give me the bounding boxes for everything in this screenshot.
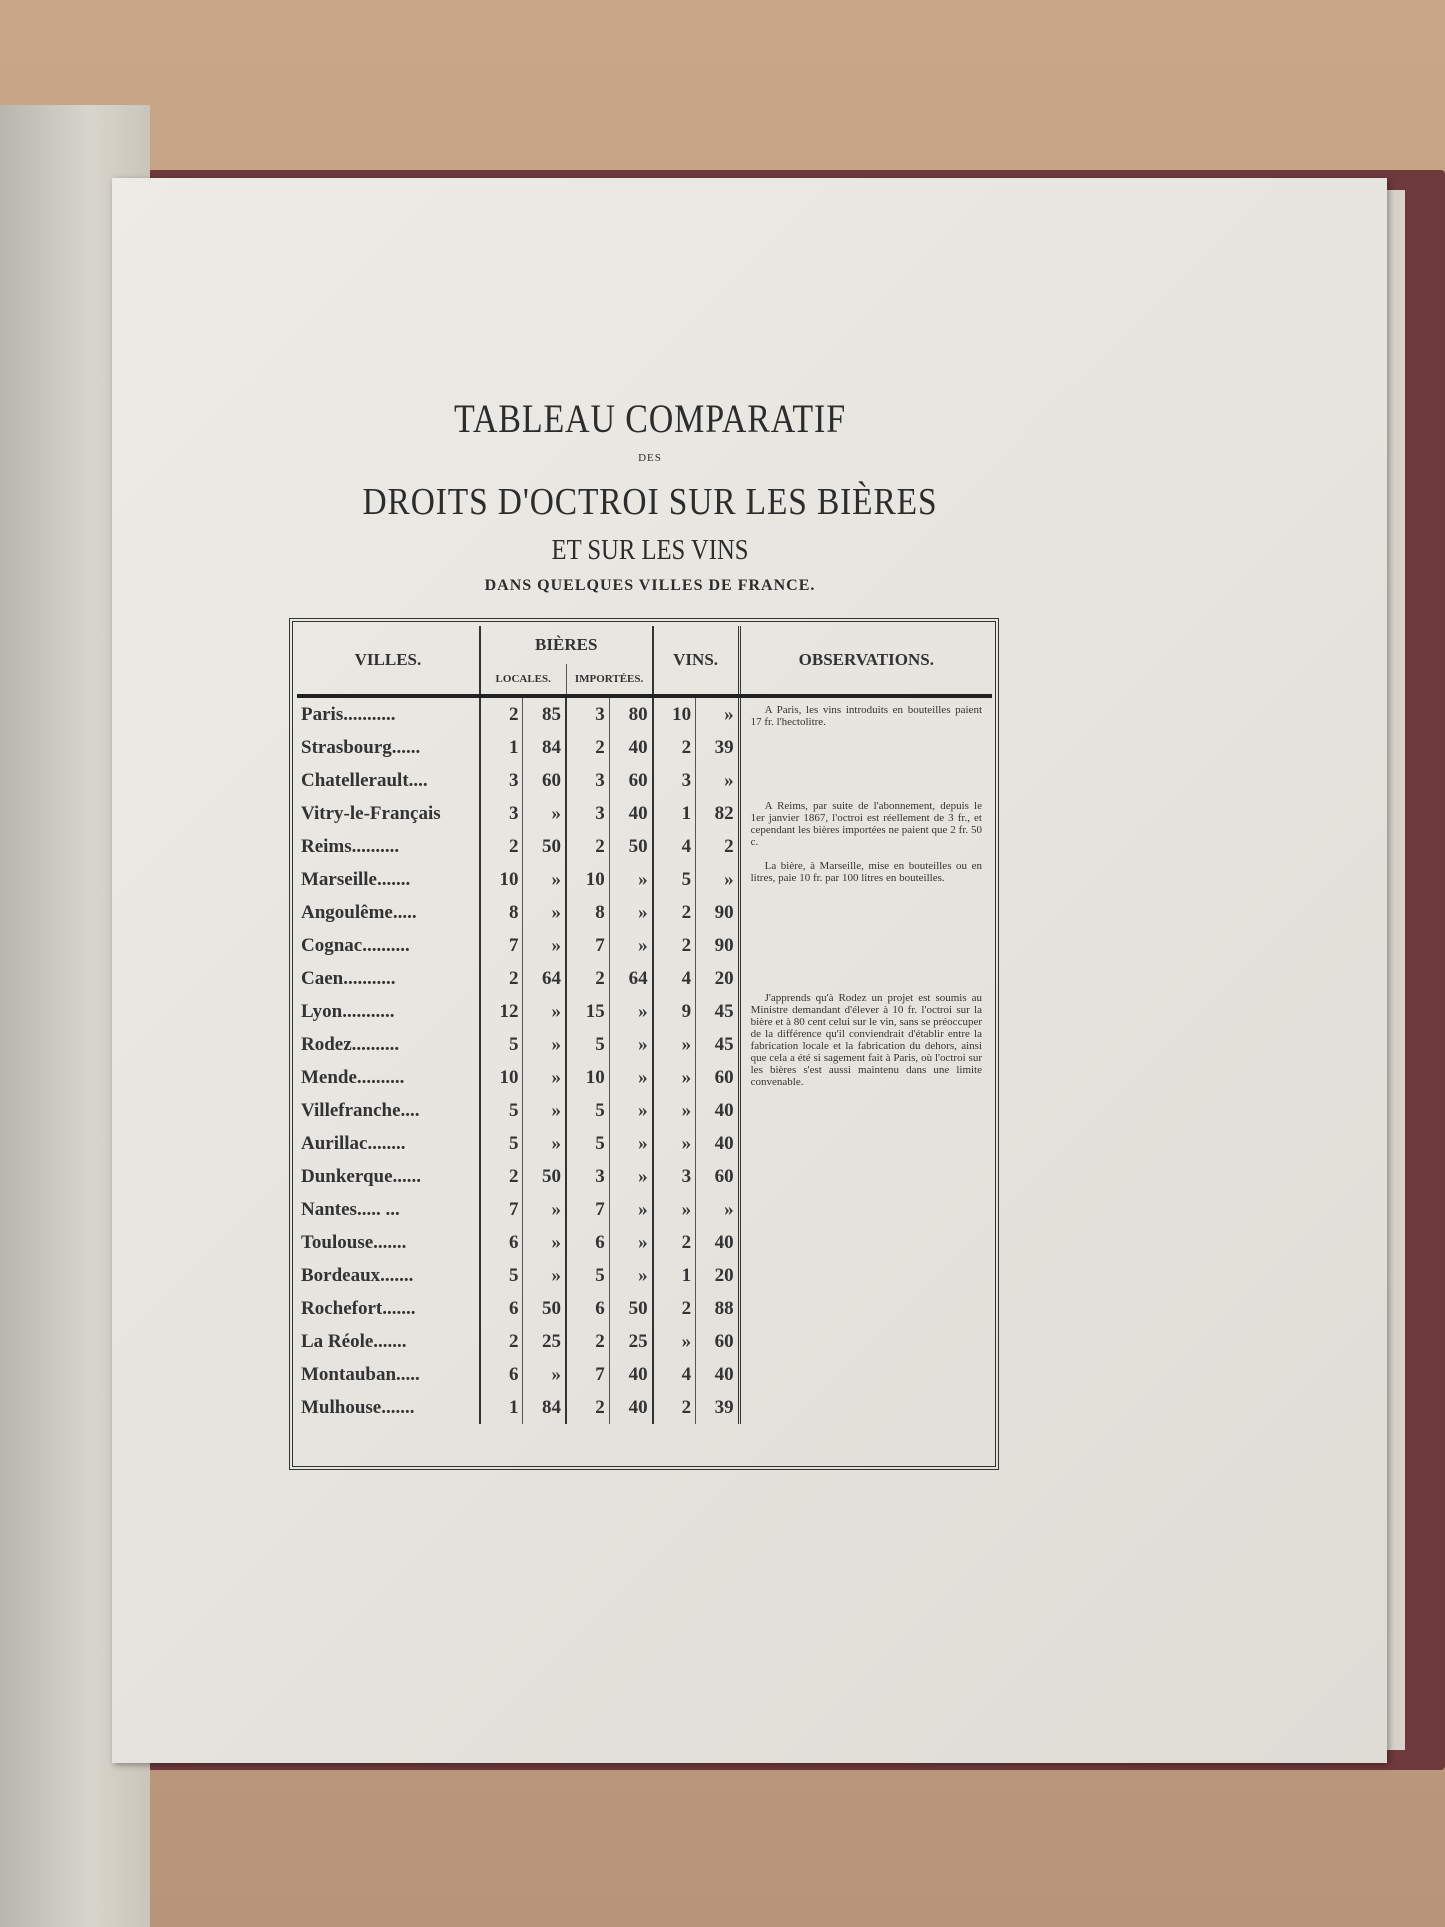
vins-francs: 2 [653, 1226, 696, 1259]
importees-francs: 6 [566, 1226, 609, 1259]
vins-francs: » [653, 1325, 696, 1358]
city-name: Angoulême..... [301, 901, 417, 923]
city-name: Marseille....... [301, 868, 411, 890]
observations-cell [739, 696, 992, 1424]
city-name: Strasbourg...... [301, 736, 421, 758]
locales-centimes: » [523, 1193, 566, 1226]
locales-francs: 2 [480, 696, 523, 731]
locales-francs: 7 [480, 929, 523, 962]
vins-francs: » [653, 1094, 696, 1127]
vins-francs: 9 [653, 995, 696, 1028]
importees-centimes: 40 [609, 731, 652, 764]
vins-francs: » [653, 1193, 696, 1226]
vins-centimes: 45 [696, 995, 740, 1028]
header-bieres: BIÈRES [480, 626, 653, 664]
importees-francs: 5 [566, 1127, 609, 1160]
vins-centimes: 60 [696, 1061, 740, 1094]
vins-centimes: 20 [696, 962, 740, 995]
title-line-3: DROITS D'OCTROI SUR LES BIÈRES [362, 481, 938, 523]
importees-centimes: » [609, 896, 652, 929]
vins-centimes: 60 [696, 1160, 740, 1193]
octroi-table [297, 626, 992, 1424]
locales-centimes: » [523, 929, 566, 962]
vins-francs: 10 [653, 696, 696, 731]
importees-francs: 2 [566, 731, 609, 764]
importees-centimes: 40 [609, 1391, 652, 1424]
vins-centimes: 60 [696, 1325, 740, 1358]
importees-centimes: 40 [609, 1358, 652, 1391]
locales-centimes: » [523, 1061, 566, 1094]
city-name: Chatellerault.... [301, 769, 428, 791]
importees-centimes: » [609, 1094, 652, 1127]
vins-centimes: 40 [696, 1226, 740, 1259]
vins-francs: » [653, 1061, 696, 1094]
vins-francs: 2 [653, 1292, 696, 1325]
city-name: Mende.......... [301, 1066, 405, 1088]
locales-centimes: 64 [523, 962, 566, 995]
locales-francs: 2 [480, 1160, 523, 1193]
importees-francs: 2 [566, 1391, 609, 1424]
locales-francs: 6 [480, 1292, 523, 1325]
importees-francs: 3 [566, 1160, 609, 1193]
vins-francs: 2 [653, 896, 696, 929]
locales-centimes: » [523, 896, 566, 929]
locales-centimes: 50 [523, 830, 566, 863]
importees-centimes: » [609, 1226, 652, 1259]
importees-centimes: » [609, 1061, 652, 1094]
vins-centimes: 90 [696, 929, 740, 962]
importees-centimes: 64 [609, 962, 652, 995]
vins-francs: 4 [653, 830, 696, 863]
importees-francs: 8 [566, 896, 609, 929]
locales-francs: 8 [480, 896, 523, 929]
locales-francs: 10 [480, 1061, 523, 1094]
vins-centimes: 88 [696, 1292, 740, 1325]
vins-centimes: 45 [696, 1028, 740, 1061]
importees-centimes: 40 [609, 797, 652, 830]
locales-francs: 5 [480, 1094, 523, 1127]
city-name: Villefranche.... [301, 1099, 420, 1121]
importees-francs: 3 [566, 797, 609, 830]
locales-centimes: 50 [523, 1292, 566, 1325]
importees-centimes: » [609, 1028, 652, 1061]
title-line-4: ET SUR LES VINS [551, 535, 749, 566]
locales-centimes: » [523, 1259, 566, 1292]
vins-centimes: 40 [696, 1127, 740, 1160]
vins-centimes: » [696, 696, 740, 731]
locales-centimes: 85 [523, 696, 566, 731]
importees-centimes: » [609, 1160, 652, 1193]
importees-francs: 5 [566, 1094, 609, 1127]
locales-francs: 6 [480, 1358, 523, 1391]
locales-francs: 2 [480, 830, 523, 863]
importees-francs: 2 [566, 1325, 609, 1358]
vins-francs: 2 [653, 731, 696, 764]
locales-centimes: » [523, 1358, 566, 1391]
page-edges [1385, 190, 1405, 1750]
locales-francs: 5 [480, 1028, 523, 1061]
importees-centimes: » [609, 1127, 652, 1160]
importees-centimes: » [609, 863, 652, 896]
city-name: Caen........... [301, 967, 396, 989]
locales-francs: 3 [480, 764, 523, 797]
locales-francs: 2 [480, 962, 523, 995]
vins-centimes: 2 [696, 830, 740, 863]
city-name: Dunkerque...... [301, 1165, 422, 1187]
vins-centimes: » [696, 863, 740, 896]
importees-francs: 3 [566, 696, 609, 731]
locales-francs: 6 [480, 1226, 523, 1259]
locales-centimes: 25 [523, 1325, 566, 1358]
locales-centimes: 60 [523, 764, 566, 797]
vins-centimes: 39 [696, 1391, 740, 1424]
vins-francs: 5 [653, 863, 696, 896]
city-name: Cognac.......... [301, 934, 410, 956]
city-name: Nantes..... ... [301, 1198, 400, 1220]
importees-francs: 6 [566, 1292, 609, 1325]
importees-centimes: 25 [609, 1325, 652, 1358]
city-name: Vitry-le-Français [301, 802, 441, 824]
locales-centimes: 84 [523, 731, 566, 764]
city-name: Bordeaux....... [301, 1264, 414, 1286]
locales-francs: 5 [480, 1259, 523, 1292]
header-locales: LOCALES. [480, 664, 566, 696]
vins-francs: 2 [653, 929, 696, 962]
vins-centimes: 90 [696, 896, 740, 929]
locales-francs: 2 [480, 1325, 523, 1358]
vins-centimes: 20 [696, 1259, 740, 1292]
title-line-2: DES [638, 452, 662, 464]
title-line-1: TABLEAU COMPARATIF [453, 396, 846, 441]
vins-francs: 2 [653, 1391, 696, 1424]
vins-francs: 4 [653, 1358, 696, 1391]
importees-centimes: 50 [609, 830, 652, 863]
city-name: Montauban..... [301, 1363, 420, 1385]
locales-francs: 3 [480, 797, 523, 830]
locales-centimes: » [523, 797, 566, 830]
importees-francs: 15 [566, 995, 609, 1028]
title-line-5: DANS QUELQUES VILLES DE FRANCE. [484, 577, 816, 594]
locales-centimes: » [523, 1127, 566, 1160]
observation-note: A Reims, par suite de l'abonnement, depuis le 1er janvier 1867, l'octroi est réellement de 3 fr., et cependant les bières importées ne paient que 2 fr. 50 c. [750, 800, 982, 848]
locales-francs: 1 [480, 1391, 523, 1424]
vins-centimes: 40 [696, 1094, 740, 1127]
importees-centimes: » [609, 929, 652, 962]
locales-centimes: » [523, 1028, 566, 1061]
vins-francs: 1 [653, 797, 696, 830]
table-row [297, 696, 992, 731]
vins-francs: 3 [653, 1160, 696, 1193]
vins-francs: » [653, 1127, 696, 1160]
importees-francs: 2 [566, 962, 609, 995]
city-name: Aurillac........ [301, 1132, 406, 1154]
locales-francs: 5 [480, 1127, 523, 1160]
vins-francs: 3 [653, 764, 696, 797]
importees-centimes: » [609, 1259, 652, 1292]
locales-centimes: 50 [523, 1160, 566, 1193]
importees-francs: 7 [566, 1358, 609, 1391]
locales-centimes: » [523, 863, 566, 896]
locales-centimes: 84 [523, 1391, 566, 1424]
locales-centimes: » [523, 1094, 566, 1127]
importees-centimes: » [609, 1193, 652, 1226]
vins-francs: » [653, 1028, 696, 1061]
importees-francs: 5 [566, 1259, 609, 1292]
vins-francs: 1 [653, 1259, 696, 1292]
city-name: Paris........... [301, 703, 396, 725]
observation-note: J'apprends qu'à Rodez un projet est soumis au Ministre demandant d'élever à 10 fr. l'octroi sur la bière et à 80 cent celui sur le vin, sans se préoccuper de la différence qu'il conviendrait d'établir entre la fabrication locale et la fabrication du dehors, ainsi que cela a été si sagement fait à Paris, où l'octroi sur les bières s'est aussi maintenu dans une limite convenable. [750, 992, 982, 1088]
importees-francs: 10 [566, 1061, 609, 1094]
importees-francs: 2 [566, 830, 609, 863]
observation-note: La bière, à Marseille, mise en bouteilles ou en litres, paie 10 fr. par 100 litres en bouteilles. [750, 860, 982, 884]
city-name: Mulhouse....... [301, 1396, 415, 1418]
city-name: Lyon........... [301, 1000, 395, 1022]
header-importees: IMPORTÉES. [566, 664, 653, 696]
vins-centimes: 39 [696, 731, 740, 764]
locales-centimes: » [523, 1226, 566, 1259]
city-name: Reims.......... [301, 835, 400, 857]
locales-centimes: » [523, 995, 566, 1028]
city-name: Rodez.......... [301, 1033, 400, 1055]
header-vins: VINS. [653, 626, 740, 696]
vins-francs: 4 [653, 962, 696, 995]
vins-centimes: » [696, 764, 740, 797]
city-name: La Réole....... [301, 1330, 407, 1352]
city-name: Rochefort....... [301, 1297, 416, 1319]
header-observations: OBSERVATIONS. [739, 626, 992, 696]
importees-francs: 5 [566, 1028, 609, 1061]
importees-centimes: » [609, 995, 652, 1028]
importees-francs: 10 [566, 863, 609, 896]
importees-centimes: 80 [609, 696, 652, 731]
header-villes: VILLES. [297, 626, 480, 696]
importees-centimes: 50 [609, 1292, 652, 1325]
observation-note: A Paris, les vins introduits en bouteilles paient 17 fr. l'hectolitre. [750, 704, 982, 728]
importees-francs: 7 [566, 1193, 609, 1226]
importees-centimes: 60 [609, 764, 652, 797]
importees-francs: 3 [566, 764, 609, 797]
locales-francs: 12 [480, 995, 523, 1028]
locales-francs: 7 [480, 1193, 523, 1226]
city-name: Toulouse....... [301, 1231, 407, 1253]
vins-centimes: 82 [696, 797, 740, 830]
vins-centimes: » [696, 1193, 740, 1226]
importees-francs: 7 [566, 929, 609, 962]
locales-francs: 10 [480, 863, 523, 896]
vins-centimes: 40 [696, 1358, 740, 1391]
locales-francs: 1 [480, 731, 523, 764]
